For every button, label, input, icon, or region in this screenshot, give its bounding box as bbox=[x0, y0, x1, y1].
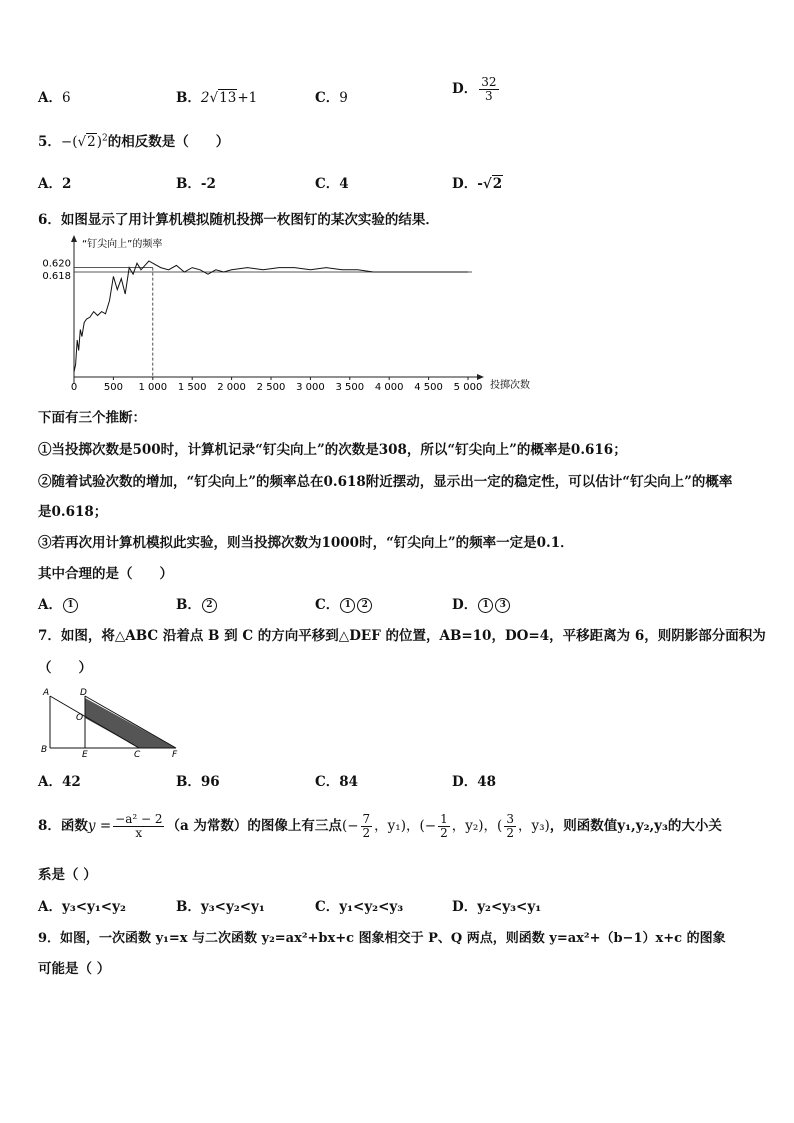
x-tick-label-7: 3 500 bbox=[335, 382, 365, 393]
q7-paren: （ ） bbox=[38, 660, 92, 676]
q7-option-c[interactable]: C．84 bbox=[315, 774, 359, 790]
q7-stem: 7．如图，将△ABC 沿着点 B 到 C 的方向平移到△DEF 的位置，AB=10，DO=4，平移距离为 6，则阴影部分面积为 bbox=[38, 628, 766, 644]
x-tick-label-4: 2 000 bbox=[217, 382, 246, 393]
q5-option-d[interactable]: D．-√2 bbox=[452, 176, 503, 192]
frequency-series-line bbox=[74, 261, 468, 372]
q7-options bbox=[0, 770, 794, 794]
q4-option-b[interactable]: B．2√13+1 bbox=[176, 90, 258, 106]
label-b: B bbox=[41, 745, 48, 755]
frequency-chart bbox=[38, 232, 558, 400]
label-e: E bbox=[82, 750, 88, 760]
q6-statement-3: ③若再次用计算机模拟此实验，则当投掷次数为1000时，“钉尖向上”的频率一定是0.1． bbox=[38, 535, 574, 551]
q8-option-a[interactable]: A．y₃<y₁<y₂ bbox=[38, 899, 126, 915]
x-tick-label-0: 0 bbox=[70, 382, 78, 393]
y-tick-label-1: 0.618 bbox=[42, 271, 71, 282]
q6-option-c[interactable]: C． 1 2 bbox=[315, 593, 373, 613]
q8-stem-cont: 系是（ ） bbox=[38, 867, 97, 883]
label-a: A bbox=[43, 688, 50, 698]
q5-option-c[interactable]: C．4 bbox=[315, 176, 349, 192]
q6-intro: 下面有三个推断： bbox=[38, 410, 146, 426]
q9-stem: 9．如图，一次函数 y₁=x 与二次函数 y₂=ax²+bx+c 图象相交于 P、Q 两点，则函数 y=ax²+（b−1）x+c 的图象 bbox=[38, 931, 726, 946]
q5-option-a[interactable]: A．2 bbox=[38, 176, 72, 192]
y-axis-arrow bbox=[71, 235, 77, 242]
q7-option-d[interactable]: D．48 bbox=[452, 774, 496, 790]
x-tick-label-6: 3 000 bbox=[296, 382, 325, 393]
q6-stem: 6．如图显示了用计算机模拟随机投掷一枚图钉的某次实验的结果． bbox=[38, 212, 439, 228]
x-tick-label-2: 1 000 bbox=[138, 382, 168, 393]
label-o: O bbox=[76, 713, 84, 723]
x-tick-label-5: 2 500 bbox=[256, 382, 286, 393]
q7-option-b[interactable]: B．96 bbox=[176, 774, 220, 790]
q5-option-b[interactable]: B．-2 bbox=[176, 176, 216, 192]
triangle-translation-figure bbox=[38, 686, 188, 760]
q6-question: 其中合理的是（ ） bbox=[38, 566, 173, 582]
q6-option-b[interactable]: B． 2 bbox=[176, 593, 218, 613]
q8-option-c[interactable]: C．y₁<y₂<y₃ bbox=[315, 899, 404, 915]
q5-stem: 5．$-(√2)^2$的相反数是（ ） bbox=[38, 133, 230, 150]
y-tick-label-0: 0.620 bbox=[42, 258, 71, 270]
label-d: D bbox=[80, 688, 87, 698]
q6-statement-2: ②随着试验次数的增加，“钉尖向上”的频率总在0.618附近摆动，显示出一定的稳定性，可以估计“钉尖向上”的概率 bbox=[38, 474, 733, 490]
x-tick-label-1: 500 bbox=[103, 382, 123, 393]
x-axis-arrow bbox=[477, 374, 484, 380]
q8-option-b[interactable]: B．y₃<y₂<y₁ bbox=[176, 899, 265, 915]
q8-option-d[interactable]: D．y₂<y₃<y₁ bbox=[452, 899, 542, 915]
label-c: C bbox=[134, 750, 141, 760]
q7-option-a[interactable]: A．42 bbox=[38, 774, 81, 790]
q6-option-a[interactable]: A． 1 bbox=[38, 593, 79, 613]
q4-option-c[interactable]: C．9 bbox=[315, 90, 348, 106]
q6-statement-2-cont: 是0.618； bbox=[38, 504, 108, 520]
q6-options bbox=[0, 593, 794, 617]
x-axis-label: 投掷次数 bbox=[490, 380, 530, 391]
q4-options bbox=[0, 75, 794, 110]
q9-stem-cont: 可能是（ ） bbox=[38, 961, 111, 977]
q8-options bbox=[0, 895, 794, 919]
q6-option-d[interactable]: D． 1 3 bbox=[452, 593, 511, 613]
x-tick-label-10: 5 000 bbox=[453, 382, 483, 393]
q4-option-d[interactable]: D． $\frac{32}{3}$ bbox=[452, 75, 497, 103]
label-f: F bbox=[172, 750, 178, 760]
x-tick-label-3: 1 500 bbox=[177, 382, 207, 393]
q4-option-a[interactable]: A．6 bbox=[38, 90, 71, 106]
chart-title: “钉尖向上”的频率 bbox=[82, 239, 163, 250]
q5-options bbox=[0, 172, 794, 196]
x-tick-label-8: 4 000 bbox=[374, 382, 404, 393]
x-tick-label-9: 4 500 bbox=[414, 382, 443, 393]
q6-statement-1: ①当投掷次数是500时，计算机记录“钉尖向上”的次数是308，所以“钉尖向上”的概率是0.616； bbox=[38, 442, 627, 458]
q8-stem: 8．函数y = $\frac{\text{−a² − 2}}{x}$ （a 为常数）的图像上有三点(− $\frac{7}{2}$ ，y₁)，(− $\frac{1}{2}$ ，y₂)，( $\frac{3}{2}$ ，y₃)，则函数值y₁,y₂,y₃的大小关 bbox=[38, 812, 722, 840]
